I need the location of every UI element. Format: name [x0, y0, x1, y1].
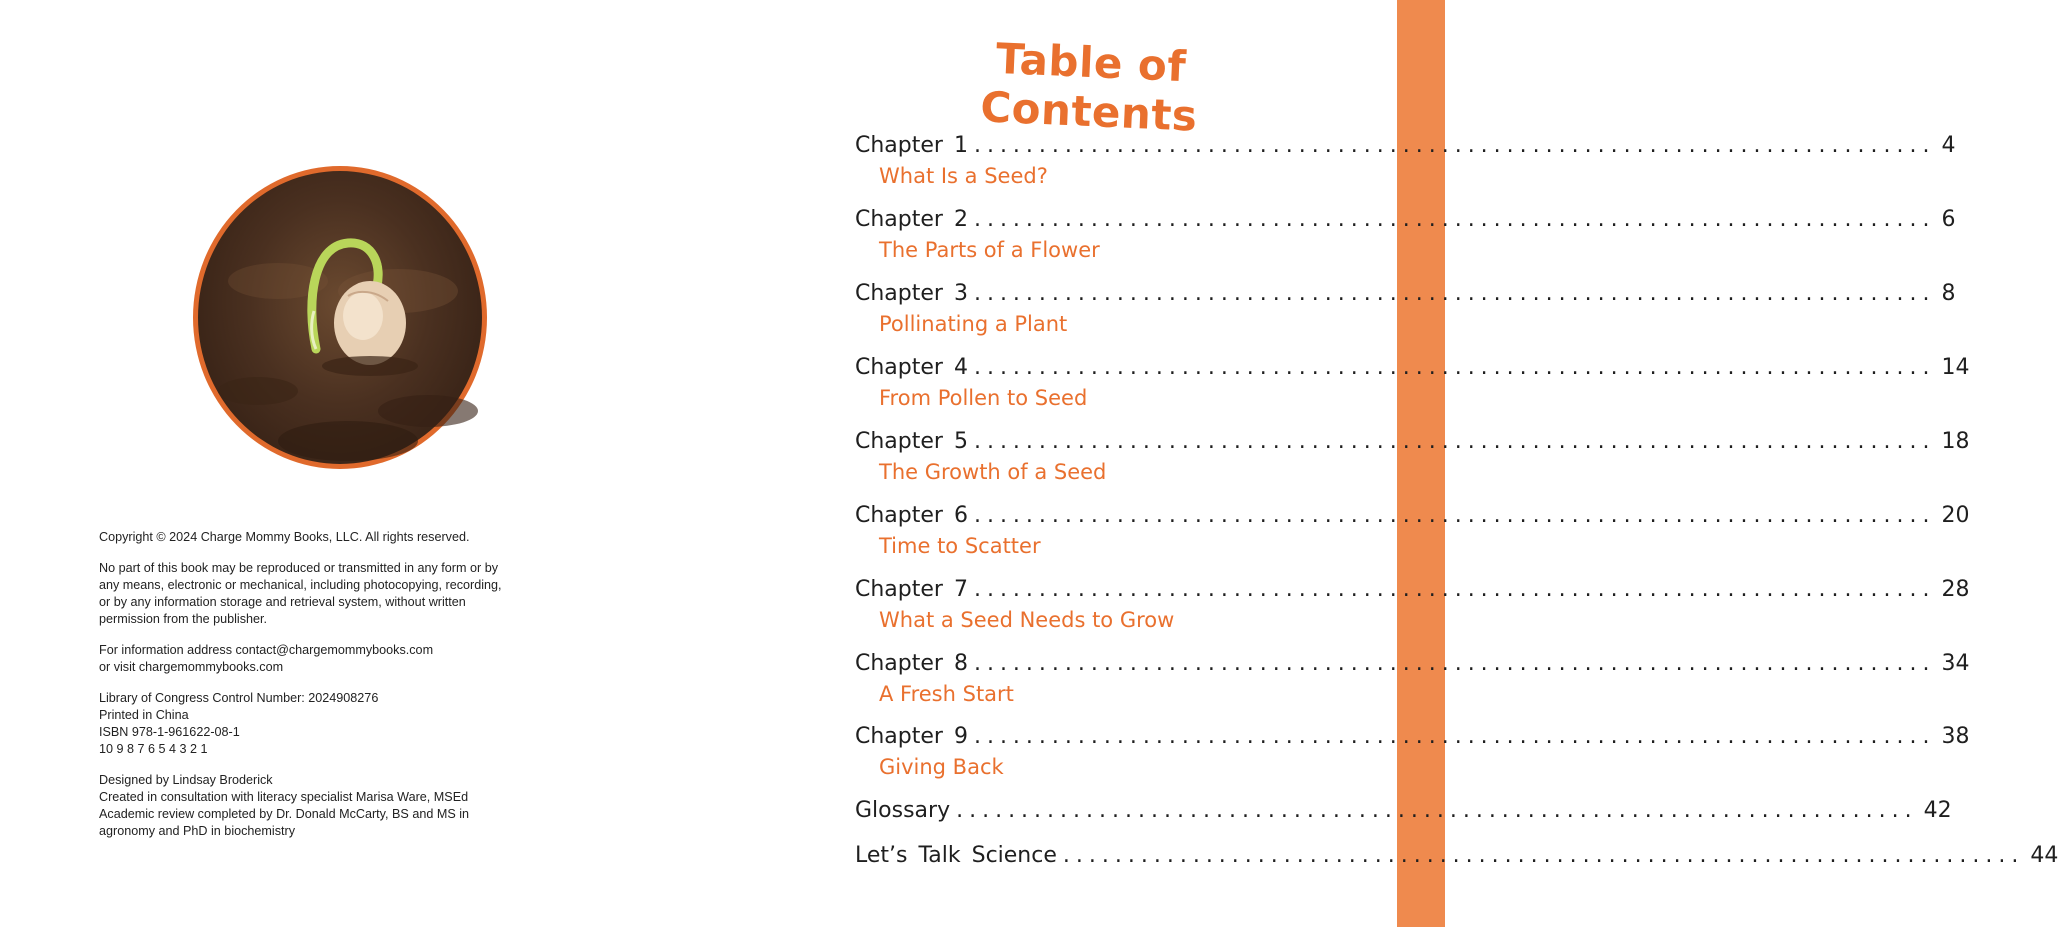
toc-page-number: 14: [1941, 355, 1970, 380]
toc-page-number: 6: [1941, 207, 1956, 232]
copyright-block: [99, 529, 559, 854]
rights-line: No part of this book may be reproduced or transmitted in any form or by: [99, 561, 498, 575]
toc-subtitle: From Pollen to Seed: [879, 386, 1088, 410]
toc-subtitle: Pollinating a Plant: [879, 312, 1068, 336]
sprouting-seed-photo: [193, 166, 487, 469]
dot-leader: ..........................................................................: [973, 281, 1936, 306]
toc-label: Glossary: [855, 798, 951, 823]
toc-entry-chapter-3[interactable]: [855, 279, 1956, 339]
toc-label: Let’s Talk Science: [855, 843, 1057, 868]
toc-subtitle: The Growth of a Seed: [879, 460, 1107, 484]
toc-entry-chapter-5[interactable]: [855, 427, 1970, 487]
toc-label: Chapter 8: [855, 651, 968, 676]
toc-subtitle: What Is a Seed?: [879, 164, 1048, 188]
toc-page-number: 34: [1941, 651, 1970, 676]
toc-entry-glossary[interactable]: [855, 796, 1952, 826]
library-line: Library of Congress Control Number: 2024908276: [99, 691, 379, 705]
contact-line: For information address contact@chargemommybooks.com: [99, 643, 434, 657]
toc-page-number: 28: [1941, 577, 1970, 602]
toc-page-number: 18: [1941, 429, 1970, 454]
credits-line: Created in consultation with literacy specialist Marisa Ware, MSEd: [99, 790, 469, 804]
toc-page-number: 4: [1941, 133, 1956, 158]
toc-subtitle: The Parts of a Flower: [879, 238, 1100, 262]
toc-page-number: 38: [1941, 724, 1970, 749]
library-line: Printed in China: [99, 708, 189, 722]
rights-paragraph: [99, 560, 559, 628]
contact-line: or visit chargemommybooks.com: [99, 660, 284, 674]
toc-entry-chapter-2[interactable]: [855, 205, 1956, 265]
contact-paragraph: [99, 642, 559, 676]
dot-leader: ..........................................................................: [956, 798, 1918, 823]
toc-label: Chapter 3: [855, 281, 968, 306]
toc-label: Chapter 9: [855, 724, 968, 749]
toc-entry-chapter-6[interactable]: [855, 501, 1970, 561]
rights-line: permission from the publisher.: [99, 612, 267, 626]
toc-entry-chapter-1[interactable]: [855, 131, 1956, 191]
rights-line: or by any information storage and retrieval system, without written: [99, 595, 466, 609]
toc-subtitle: What a Seed Needs to Grow: [879, 608, 1175, 632]
dot-leader: ..........................................................................: [1062, 843, 2025, 868]
toc-entry-chapter-4[interactable]: [855, 353, 1970, 413]
toc-page-number: 8: [1941, 281, 1956, 306]
toc-subtitle: A Fresh Start: [879, 682, 1014, 706]
library-line: 10 9 8 7 6 5 4 3 2 1: [99, 742, 208, 756]
toc-label: Chapter 4: [855, 355, 968, 380]
toc-title: Table of Contents: [979, 33, 1199, 141]
dot-leader: ..........................................................................: [973, 133, 1936, 158]
credits-line: Designed by Lindsay Broderick: [99, 773, 273, 787]
toc-page-number: 44: [2030, 843, 2058, 868]
library-line: ISBN 978-1-961622-08-1: [99, 725, 240, 739]
dot-leader: ..........................................................................: [973, 724, 1936, 749]
dot-leader: ..........................................................................: [973, 355, 1936, 380]
toc-subtitle: Time to Scatter: [879, 534, 1041, 558]
seedling-illustration: [198, 171, 492, 474]
toc-subtitle: Giving Back: [879, 755, 1004, 779]
credits-paragraph: [99, 772, 559, 840]
rights-line: any means, electronic or mechanical, including photocopying, recording,: [99, 578, 502, 592]
toc-label: Chapter 2: [855, 207, 968, 232]
toc-label: Chapter 7: [855, 577, 968, 602]
copyright-line: Copyright © 2024 Charge Mommy Books, LLC. All rights reserved.: [99, 530, 470, 544]
copyright-notice: [99, 529, 559, 546]
toc-label: Chapter 6: [855, 503, 968, 528]
dot-leader: ..........................................................................: [973, 503, 1936, 528]
toc-entry-chapter-9[interactable]: [855, 722, 1970, 782]
toc-entry-lets-talk-science[interactable]: [855, 841, 2058, 871]
credits-line: Academic review completed by Dr. Donald McCarty, BS and MS in: [99, 807, 470, 821]
toc-label: Chapter 5: [855, 429, 968, 454]
toc-entry-chapter-8[interactable]: [855, 649, 1970, 709]
credits-line: agronomy and PhD in biochemistry: [99, 824, 295, 838]
toc-label: Chapter 1: [855, 133, 968, 158]
dot-leader: ..........................................................................: [973, 577, 1936, 602]
toc-entry-chapter-7[interactable]: [855, 575, 1970, 635]
dot-leader: ..........................................................................: [973, 429, 1936, 454]
dot-leader: ..........................................................................: [973, 207, 1936, 232]
library-paragraph: [99, 690, 559, 758]
toc-page-number: 42: [1923, 798, 1952, 823]
dot-leader: ..........................................................................: [973, 651, 1936, 676]
toc-page-number: 20: [1941, 503, 1970, 528]
